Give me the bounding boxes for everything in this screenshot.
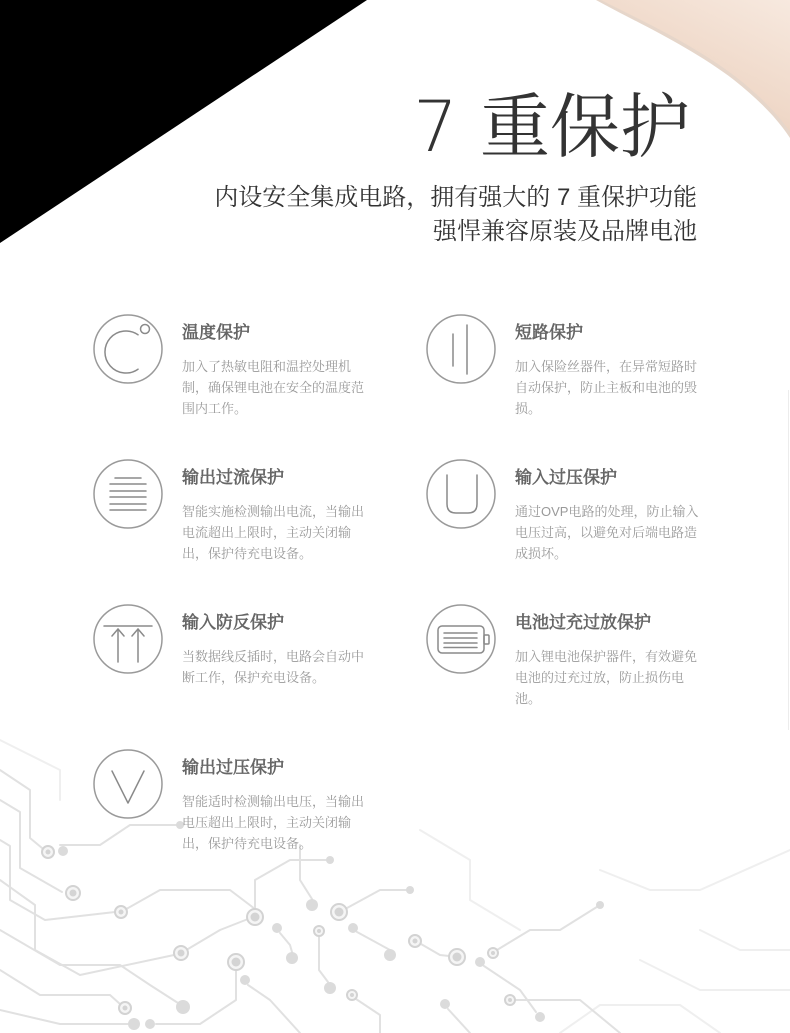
circuit-node	[348, 923, 358, 933]
circuit-trace	[448, 1009, 470, 1033]
circuit-trace	[280, 933, 292, 952]
feature-text	[182, 612, 382, 688]
description-line: 电压过高，以避免对后端电路造	[515, 525, 698, 540]
circuit-node	[240, 975, 250, 985]
description-line: 成损坏。	[515, 546, 568, 561]
description-line: 围内工作。	[182, 401, 248, 416]
circuit-trace	[356, 999, 380, 1033]
feature-text	[182, 467, 382, 564]
feature-reverse-input-protection	[93, 604, 383, 714]
feature-text	[182, 757, 382, 854]
circuit-trace	[700, 930, 790, 950]
subtitle-line: 内设安全集成电路，拥有强大的 7 重保护功能	[214, 184, 697, 211]
circuit-trace	[0, 1010, 128, 1024]
description-line: 当数据线反插时，电路会自动中	[182, 649, 365, 664]
description-line: 电池的过充过放，防止损伤电	[515, 670, 685, 685]
circuit-trace	[255, 860, 330, 909]
page-subtitle	[214, 181, 697, 249]
description-line: 出，保护待充电设备。	[182, 546, 313, 561]
circuit-node	[128, 1018, 140, 1030]
circuit-trace	[600, 850, 790, 890]
circuit-node	[535, 1012, 545, 1022]
circuit-node	[331, 904, 347, 920]
output-overcurrent-icon	[93, 459, 163, 529]
circuit-trace	[357, 932, 390, 950]
description-line: 通过OVP电路的处理，防止输入	[515, 504, 699, 519]
feature-title: 电池过充过放保护	[515, 613, 651, 632]
circuit-node	[306, 899, 318, 911]
feature-title: 短路保护	[515, 323, 583, 342]
page-title: 7 重保护	[413, 86, 690, 168]
circuit-node	[314, 926, 324, 936]
circuit-node	[409, 935, 421, 947]
circuit-node	[176, 1000, 190, 1014]
description-line: 断工作，保护充电设备。	[182, 670, 326, 685]
feature-description	[515, 501, 715, 564]
description-line: 电流超出上限时，主动关闭输	[182, 525, 352, 540]
circuit-trace	[188, 919, 248, 949]
circuit-node	[440, 999, 450, 1009]
feature-description	[182, 646, 382, 688]
description-line: 加入锂电池保护器件，有效避免	[515, 649, 698, 664]
feature-title: 输出过压保护	[182, 758, 284, 777]
input-overvoltage-icon	[426, 459, 496, 529]
circuit-node	[58, 846, 68, 856]
feature-title: 输出过流保护	[182, 468, 284, 487]
circuit-trace	[347, 890, 410, 908]
circuit-trace	[421, 944, 449, 956]
feature-text	[515, 467, 715, 564]
circuit-node	[286, 952, 298, 964]
feature-output-overvoltage-protection	[93, 749, 383, 859]
circuit-node	[596, 901, 604, 909]
circuit-node	[115, 906, 127, 918]
feature-text	[515, 322, 715, 419]
circuit-node	[384, 949, 396, 961]
circuit-trace	[0, 930, 178, 1003]
description-line: 出，保护待充电设备。	[182, 836, 313, 851]
feature-output-overcurrent-protection	[93, 459, 383, 569]
circuit-node	[174, 946, 188, 960]
circuit-node	[505, 995, 515, 1005]
circuit-node	[42, 846, 54, 858]
description-line: 自动保护，防止主板和电池的毁	[515, 380, 698, 395]
description-line: 智能实施检测输出电流，当输出	[182, 504, 365, 519]
feature-description	[182, 501, 382, 564]
feature-description	[515, 356, 715, 419]
circuit-node	[406, 886, 414, 894]
subtitle-line: 强悍兼容原装及品牌电池	[433, 218, 697, 245]
description-line: 损。	[515, 401, 542, 416]
reverse-input-icon	[93, 604, 163, 674]
circuit-node	[145, 1019, 155, 1029]
circuit-node	[475, 957, 485, 967]
circuit-trace	[560, 1005, 720, 1033]
feature-description	[515, 646, 715, 709]
circuit-trace	[319, 936, 328, 982]
description-line: 制，确保锂电池在安全的温度范	[182, 380, 365, 395]
circuit-node	[247, 909, 263, 925]
circuit-trace	[248, 985, 300, 1033]
feature-short-circuit-protection	[426, 314, 716, 424]
circuit-node	[347, 990, 357, 1000]
circuit-trace	[0, 970, 120, 1004]
feature-input-overvoltage-protection	[426, 459, 716, 569]
feature-title: 温度保护	[182, 323, 250, 342]
feature-text	[515, 612, 715, 709]
circuit-trace	[420, 830, 520, 930]
circuit-trace	[121, 890, 255, 912]
feature-temperature-protection	[93, 314, 383, 424]
circuit-trace	[640, 960, 790, 990]
feature-text	[182, 322, 382, 419]
edge-divider	[788, 390, 789, 730]
circuit-node	[228, 954, 244, 970]
circuit-node	[66, 886, 80, 900]
battery-icon	[426, 604, 496, 674]
circuit-trace	[497, 905, 600, 950]
output-overvoltage-icon	[93, 749, 163, 819]
circuit-node	[119, 1002, 131, 1014]
circuit-node	[324, 982, 336, 994]
circuit-trace	[0, 880, 174, 975]
description-line: 加入了热敏电阻和温控处理机	[182, 359, 352, 374]
temperature-icon	[93, 314, 163, 384]
circuit-node	[488, 948, 498, 958]
circuit-node	[449, 949, 465, 965]
feature-title: 输入防反保护	[182, 613, 284, 632]
feature-battery-protection	[426, 604, 716, 714]
feature-description	[182, 356, 382, 419]
short-circuit-icon	[426, 314, 496, 384]
circuit-node	[272, 923, 282, 933]
description-line: 智能适时检测输出电压，当输出	[182, 794, 365, 809]
feature-description	[182, 791, 382, 854]
description-line: 加入保险丝器件，在异常短路时	[515, 359, 698, 374]
feature-title: 输入过压保护	[515, 468, 617, 487]
description-line: 池。	[515, 691, 542, 706]
description-line: 电压超出上限时，主动关闭输	[182, 815, 352, 830]
